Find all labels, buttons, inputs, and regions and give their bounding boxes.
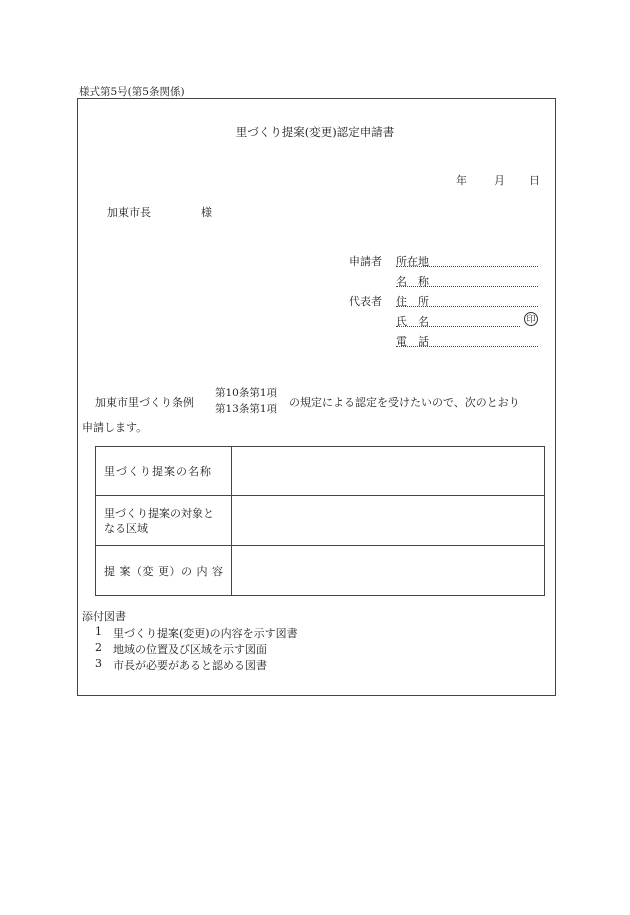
attachment-num: 2 xyxy=(95,641,102,654)
date-year-label: 年 xyxy=(456,174,467,187)
target-area-label-line1: 里づくり提案の対象と xyxy=(104,506,214,520)
article-ref-1: 第10条第1項 xyxy=(215,387,278,399)
representative-label: 代表者 xyxy=(349,295,382,308)
representative-address-label: 住 所 xyxy=(396,295,429,308)
date-day-label: 日 xyxy=(529,174,540,187)
target-area-label-line2: なる区域 xyxy=(104,521,148,535)
seal-mark: 印 xyxy=(524,312,538,326)
applicant-address-label: 所在地 xyxy=(396,255,429,268)
form-number-label: 様式第5号(第5条関係) xyxy=(79,86,185,98)
representative-name-line[interactable] xyxy=(396,326,520,327)
attachment-text: 地域の位置及び区域を示す図面 xyxy=(113,643,267,656)
addressee-name: 加東市長 xyxy=(107,206,151,219)
attachments-title: 添付図書 xyxy=(82,610,126,623)
body-prefix: 加東市里づくり条例 xyxy=(95,396,194,409)
attachment-text: 市長が必要があると認める図書 xyxy=(113,659,267,672)
proposal-table xyxy=(95,446,545,596)
addressee-honorific: 様 xyxy=(201,206,212,219)
attachment-num: 1 xyxy=(95,625,102,638)
representative-address-line[interactable] xyxy=(396,306,538,307)
article-ref-2: 第13条第1項 xyxy=(215,403,278,415)
table-row xyxy=(96,546,545,596)
representative-name-label: 氏 名 xyxy=(396,315,429,328)
applicant-address-line[interactable] xyxy=(396,266,538,267)
date-month-label: 月 xyxy=(494,174,505,187)
target-area-field[interactable] xyxy=(232,496,545,546)
proposal-content-label: 提 案（変 更）の 内 容 xyxy=(96,546,232,596)
form-title: 里づくり提案(変更)認定申請書 xyxy=(235,125,395,139)
table-row xyxy=(96,496,545,546)
target-area-label xyxy=(96,496,232,546)
representative-phone-line[interactable] xyxy=(396,346,538,347)
proposal-name-field[interactable] xyxy=(232,447,545,496)
applicant-name-label: 名 称 xyxy=(396,275,429,288)
body-line2: 申請します。 xyxy=(82,421,148,434)
attachment-num: 3 xyxy=(95,657,102,670)
proposal-name-label: 里づくり提案の名称 xyxy=(96,447,232,496)
applicant-label: 申請者 xyxy=(349,255,382,268)
attachment-text: 里づくり提案(変更)の内容を示す図書 xyxy=(113,627,298,640)
applicant-name-line[interactable] xyxy=(396,286,538,287)
table-row xyxy=(96,447,545,496)
proposal-content-field[interactable] xyxy=(232,546,545,596)
body-suffix: の規定による認定を受けたいので、次のとおり xyxy=(289,396,520,409)
representative-phone-label: 電 話 xyxy=(396,335,429,348)
